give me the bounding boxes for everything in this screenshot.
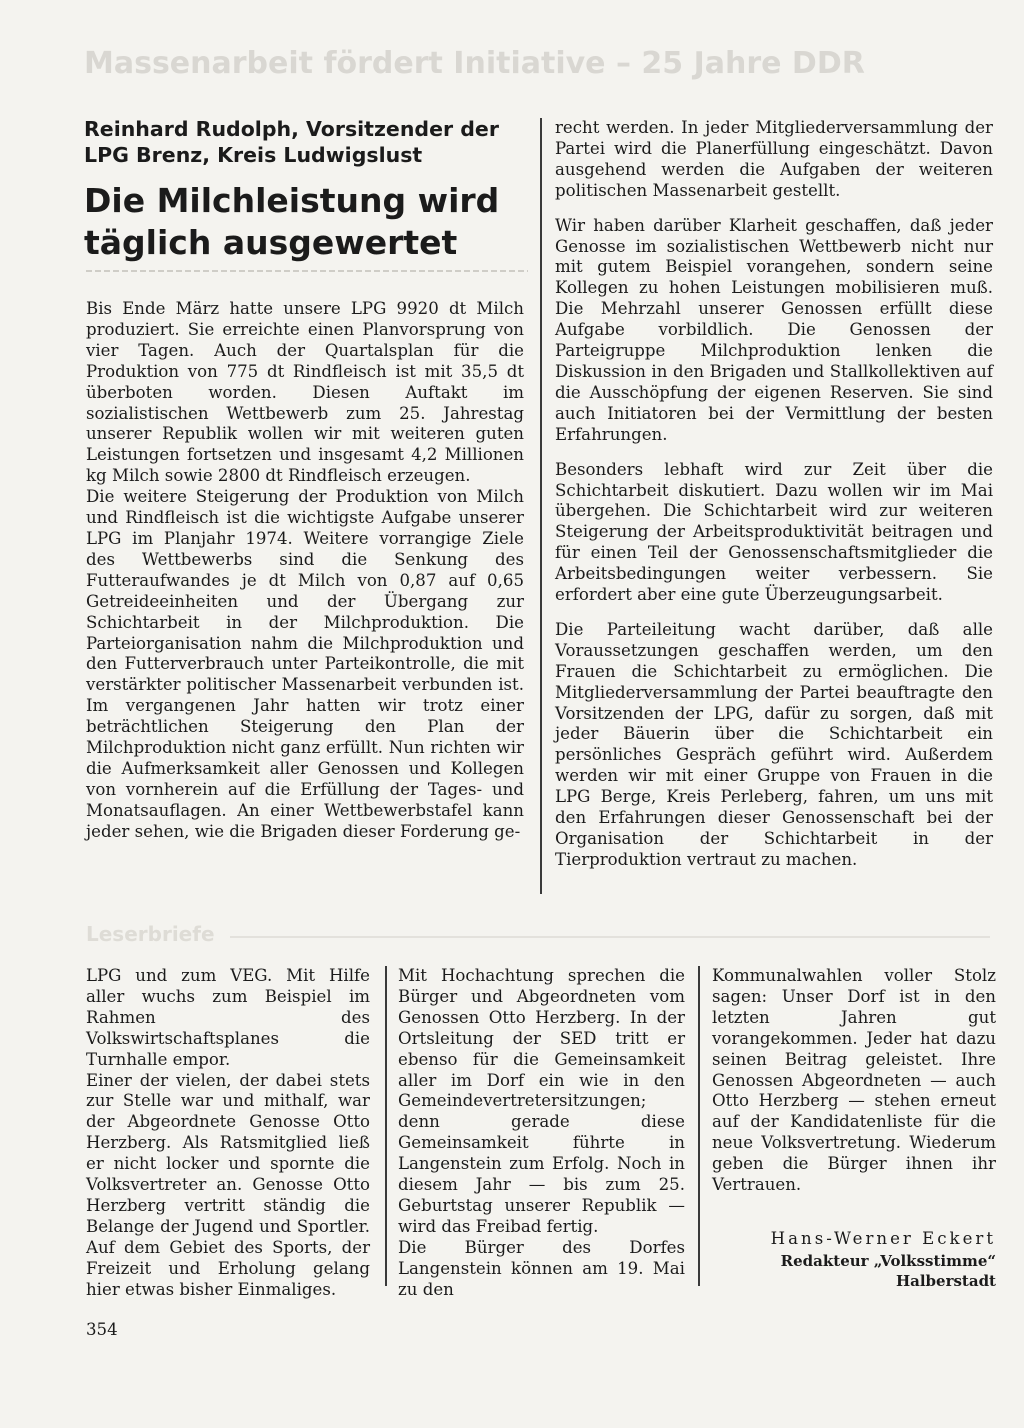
paragraph: Kommunalwahlen voller Stolz sagen: Unser Dorf ist in den letzten Jahren gut vorangekommen. Jeder hat dazu seinen Beitrag geleistet. Ihre Genossen Abgeordneten — auch Otto Herzberg — stehen erneut auf der Kandidatenliste für die neue Volksvertretung. Wiederum geben die Bürger ihnen ihr Vertrauen. — [712, 966, 996, 1195]
letter-column-2 — [398, 966, 685, 1301]
letter-signature — [712, 1227, 996, 1291]
paragraph: Bis Ende März hatte unsere LPG 9920 dt Milch produziert. Sie erreichte einen Planvorsprung von vier Tagen. Auch der Quartalsplan für die Produktion von 775 dt Rindfleisch ist mit 35,5 dt überboten worden. Diesen Auftakt im sozialistischen Wettbewerb zum 25. Jahrestag unserer Republik wollen wir mit weiteren guten Leistungen fortsetzen und insgesamt 4,2 Millionen kg Milch sowie 2800 dt Rindfleisch erzeugen. — [86, 299, 524, 486]
signature-name: Hans-Werner Eckert — [770, 1229, 996, 1248]
article-column-left — [86, 299, 524, 843]
paragraph: Wir haben darüber Klarheit geschaffen, daß jeder Genosse im sozialistischen Wettbewerb nicht nur mit gutem Beispiel vorangehen, sondern seine Kollegen zu hohen Leistungen mobilisieren muß. Die Mehrzahl unserer Genossen erfüllt diese Aufgabe vorbildlich. Die Genossen der Parteigruppe Milchproduktion lenken die Diskussion in den Brigaden und Stallkollektiven auf die Ausschöpfung der eigenen Reserven. Sie sind auch Initiatoren bei der Vermittlung der besten Erfahrungen. — [555, 215, 993, 444]
paragraph: Die Bürger des Dorfes Langenstein können am 19. Mai zu den — [398, 1237, 685, 1299]
faded-section-title: Leserbriefe — [86, 922, 215, 946]
paragraph: Besonders lebhaft wird zur Zeit über die Schichtarbeit diskutiert. Dazu wollen wir im Mai übergehen. Die Schichtarbeit wird zur weiteren Steigerung der Arbeitsproduktivität beitragen und für einen Teil der Genossenschaftsmitglieder die Arbeitsbedingungen weiter verbessern. Sie erfordert aber eine gute Überzeugungsarbeit. — [555, 459, 993, 605]
paragraph: LPG und zum VEG. Mit Hilfe aller wuchs zum Beispiel im Rahmen des Volkswirtschaftsplanes die Turnhalle empor. — [86, 966, 370, 1069]
paragraph: Die weitere Steigerung der Produktion von Milch und Rindfleisch ist die wichtigste Aufgabe unserer LPG im Planjahr 1974. Weitere vorrangige Ziele des Wettbewerbs sind die Senkung des Futteraufwandes je dt Milch von 0,87 auf 0,65 Getreideeinheiten und der Übergang zur Schichtarbeit in der Milchproduktion. Die Parteiorganisation nahm die Milchproduktion und den Futterverbrauch unter Parteikontrolle, die mit verstärkter politischer Massenarbeit verbunden ist. Im vergangenen Jahr hatten wir trotz einer beträchtlichen Steigerung den Plan der Milchproduktion nicht ganz erfüllt. Nun richten wir die Aufmerksamkeit aller Genossen und Kollegen von vornherein auf die Erfüllung der Tages- und Monatsauflagen. An einer Wettbewerbstafel kann jeder sehen, wie die Brigaden dieser Forderung ge- — [86, 487, 524, 841]
column-divider — [385, 966, 387, 1286]
signature-role: Redakteur „Volksstimme“ — [780, 1252, 996, 1270]
headline-divider — [86, 270, 528, 272]
article-headline: Die Milchleistung wird täglich ausgewertet — [84, 181, 500, 262]
article-author: Reinhard Rudolph, Vorsitzender der LPG Brenz, Kreis Ludwigslust — [84, 117, 499, 167]
page-number: 354 — [86, 1320, 118, 1339]
paragraph: Die Parteileitung wacht darüber, daß alle Voraussetzungen geschaffen werden, um den Frauen die Schichtarbeit zu ermöglichen. Die Mitgliederversammlung der Partei beauftragte den Vorsitzenden der LPG, dafür zu sorgen, daß mit jeder Bäuerin über die Schichtarbeit ein persönliches Gespräch geführt wird. Außerdem werden wir mit einer Gruppe von Frauen in die LPG Berge, Kreis Perleberg, fahren, um uns mit den Erfahrungen dieser Genossenschaft bei der Organisation der Schichtarbeit in der Tierproduktion vertraut zu machen. — [555, 619, 993, 869]
section-divider — [230, 936, 990, 938]
paragraph: Mit Hochachtung sprechen die Bürger und Abgeordneten vom Genossen Otto Herzberg. In der Ortsleitung der SED tritt er ebenso für die Gemeinsamkeit aller im Dorf ein wie in den Gemeindevertretersitzungen; denn gerade diese Gemeinsamkeit führte in Langenstein zum Erfolg. Noch in diesem Jahr — bis zum 25. Geburtstag unserer Republik — wird das Freibad fertig. — [398, 966, 685, 1236]
faded-page-header: Massenarbeit fördert Initiative – 25 Jahre DDR — [84, 46, 865, 81]
article-column-right — [555, 118, 993, 871]
letter-column-1 — [86, 966, 370, 1301]
column-divider — [698, 966, 700, 1286]
column-divider — [540, 118, 542, 894]
paragraph: recht werden. In jeder Mitgliederversammlung der Partei wird die Planerfüllung eingeschätzt. Davon ausgehend werden die Aufgaben der weiteren politischen Massenarbeit gestellt. — [555, 118, 993, 200]
paragraph: Einer der vielen, der dabei stets zur Stelle war und mithalf, war der Abgeordnete Genosse Otto Herzberg. Als Ratsmitglied ließ er nicht locker und spornte die Volksvertreter an. Genosse Otto Herzberg vertritt ständig die Belange der Jugend und Sportler. Auf dem Gebiet des Sports, der Freizeit und Erholung gelang hier etwas bisher Einmaliges. — [86, 1070, 370, 1299]
letter-column-3 — [712, 966, 996, 1196]
signature-place: Halberstadt — [895, 1272, 996, 1290]
